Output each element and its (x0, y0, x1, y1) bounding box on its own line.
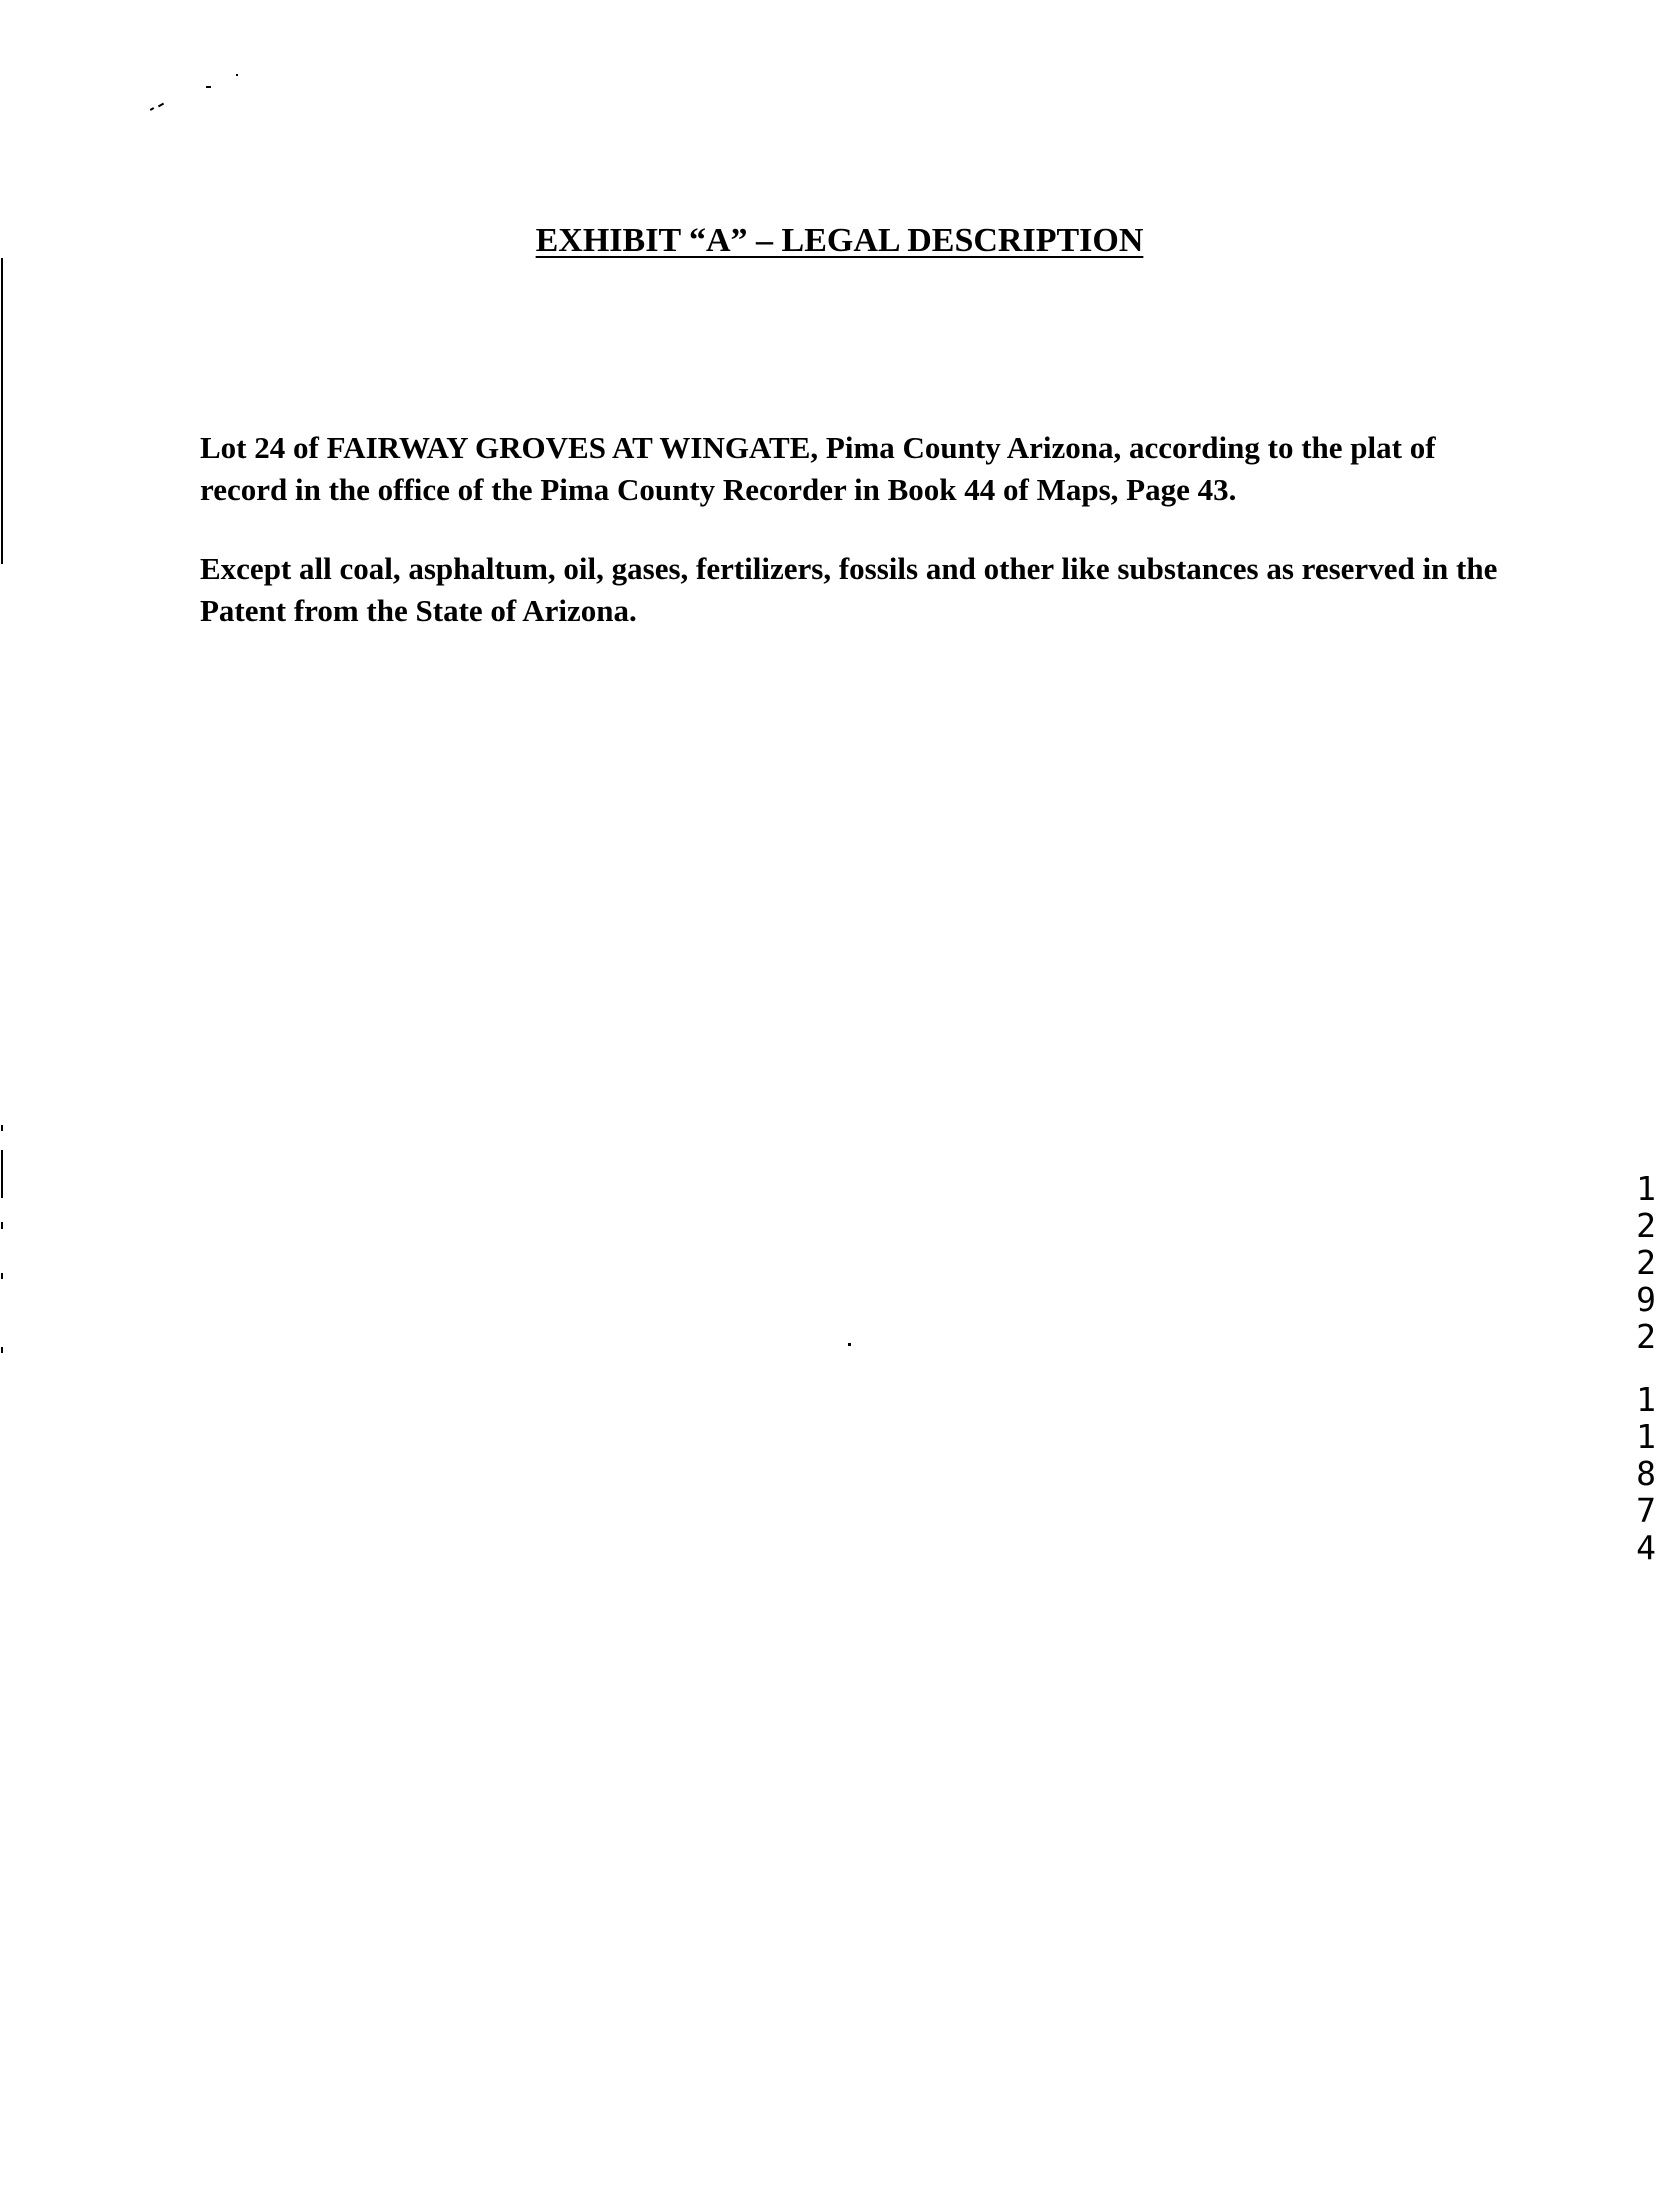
stamp-group-docket (1628, 1170, 1664, 1355)
scan-speck (236, 74, 238, 76)
scan-edge-mark (1, 1347, 3, 1353)
scan-speck (848, 1343, 851, 1346)
stamp-digit: 1 (1636, 1417, 1656, 1456)
mineral-exception-paragraph: Except all coal, asphaltum, oil, gases, fertilizers, fossils and other like substances as reserved in the Patent from the State of Arizona. (200, 551, 1498, 628)
stamp-digit: 4 (1636, 1528, 1656, 1567)
stamp-digit: 9 (1636, 1280, 1656, 1319)
stamp-digit: 2 (1636, 1206, 1656, 1245)
scan-speck (206, 86, 211, 88)
stamp-digit: 8 (1636, 1454, 1656, 1493)
document-title: EXHIBIT “A” – LEGAL DESCRIPTION (535, 222, 1144, 259)
stamp-digit: 7 (1636, 1491, 1656, 1530)
stamp-group-page (1628, 1381, 1664, 1566)
scan-speck (150, 107, 154, 111)
scan-edge-line (1, 1150, 3, 1198)
legal-description-paragraph: Lot 24 of FAIRWAY GROVES AT WINGATE, Pima County Arizona, according to the plat of record in the office of the Pima County Recorder in Book 44 of Maps, Page 43. (200, 430, 1436, 507)
stamp-digit: 1 (1636, 1169, 1656, 1208)
scan-edge-line (1, 258, 3, 564)
stamp-digit: 2 (1636, 1243, 1656, 1282)
recording-stamp-number (1628, 1170, 1664, 1566)
stamp-digit: 2 (1636, 1317, 1656, 1356)
scan-edge-mark (1, 1125, 3, 1131)
stamp-digit: 1 (1636, 1380, 1656, 1419)
scan-edge-mark (1, 1222, 3, 1229)
scan-speck (158, 103, 164, 108)
scan-edge-mark (1, 1273, 3, 1279)
